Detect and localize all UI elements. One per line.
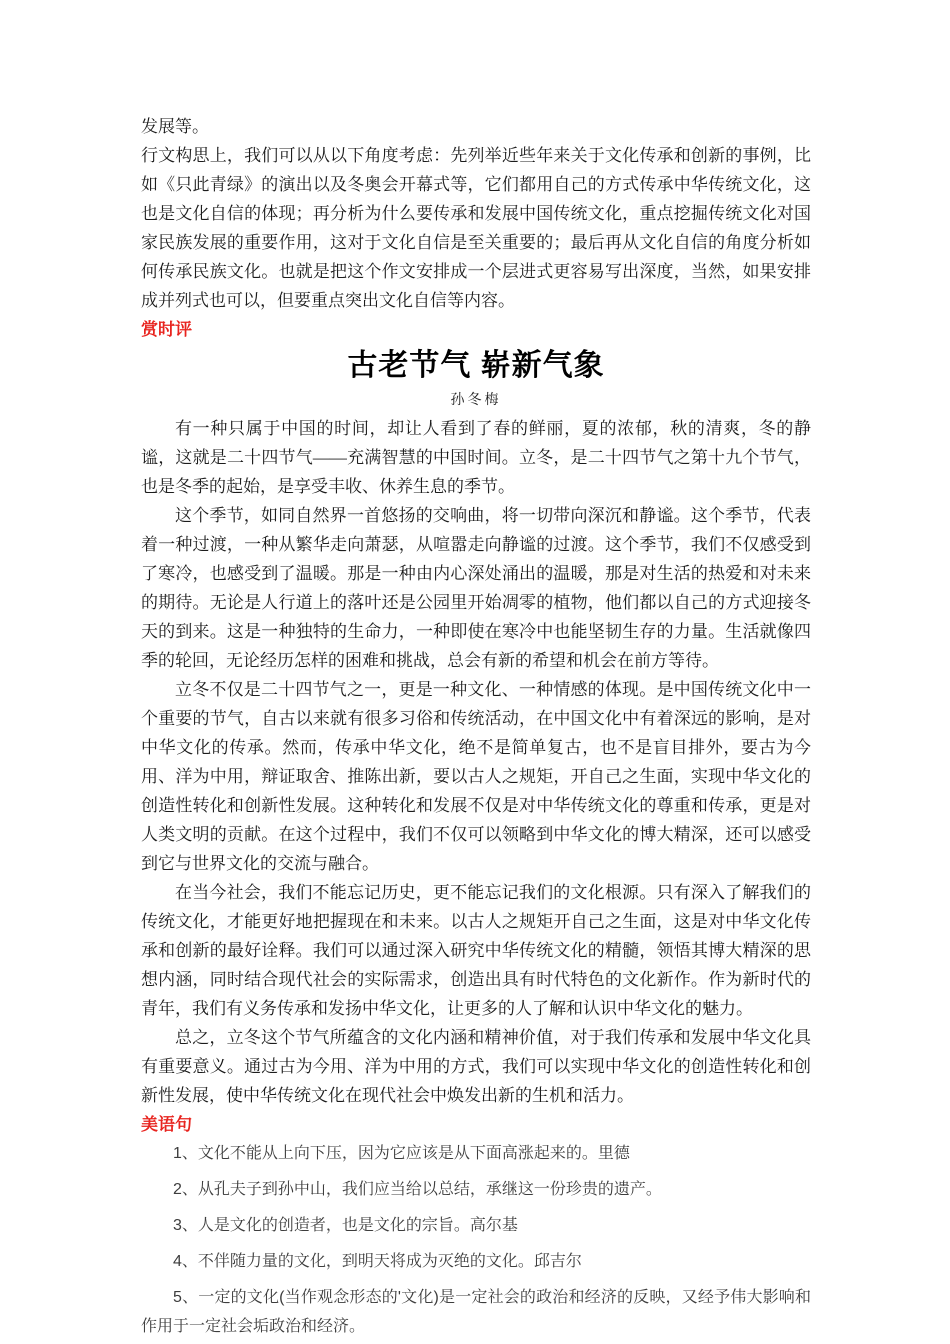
article-body xyxy=(141,414,811,1110)
article-title: 古老节气 崭新气象 xyxy=(347,349,605,382)
quote-item-4: 4、不伴随力量的文化，到明天将成为灭绝的文化。邱吉尔 xyxy=(173,1253,582,1270)
article-author: 孙冬梅 xyxy=(450,393,502,408)
quote-item-3: 3、人是文化的创造者，也是文化的宗旨。高尔基 xyxy=(173,1217,518,1234)
section-header-review: 赏时评 xyxy=(141,320,192,339)
quote-item-2: 2、从孔夫子到孙中山，我们应当给以总结，承继这一份珍贵的遗产。 xyxy=(173,1181,662,1198)
quote-item-5: 5、一定的文化(当作观念形态的'文化)是一定社会的政治和经济的反映，又经予伟大影响和作用于一定社会垢政治和经济。 xyxy=(141,1289,811,1335)
article-paragraph: 有一种只属于中国的时间，却让人看到了春的鲜丽，夏的浓郁，秋的清爽，冬的静谧，这就是二十四节气——充满智慧的中国时间。立冬，是二十四节气之第十九个节气，也是冬季的起始，是享受丰收、休养生息的季节。 xyxy=(141,419,811,496)
intro-tail-line: 发展等。 xyxy=(141,117,209,136)
article-paragraph: 这个季节，如同自然界一首悠扬的交响曲，将一切带向深沉和静谧。这个季节，代表着一种过渡，一种从繁华走向萧瑟，从喧嚣走向静谧的过渡。这个季节，我们不仅感受到了寒冷，也感受到了温暖。那是一种由内心深处涌出的温暖，那是对生活的热爱和对未来的期待。无论是人行道上的落叶还是公园里开始凋零的植物，他们都以自己的方式迎接冬天的到来。这是一种独特的生命力，一种即使在寒冷中也能坚韧生存的力量。生活就像四季的轮回，无论经历怎样的困难和挑战，总会有新的希望和机会在前方等待。 xyxy=(141,506,811,670)
intro-paragraph: 行文构思上，我们可以从以下角度考虑：先列举近些年来关于文化传承和创新的事例，比如《只此青绿》的演出以及冬奥会开幕式等，它们都用自己的方式传承中华传统文化，这也是文化自信的体现；再分析为什么要传承和发展中国传统文化，重点挖掘传统文化对国家民族发展的重要作用，这对于文化自信是至关重要的；最后再从文化自信的角度分析如何传承民族文化。也就是把这个作文安排成一个层进式更容易写出深度，当然，如果安排成并列式也可以，但要重点突出文化自信等内容。 xyxy=(141,146,811,310)
article-paragraph: 立冬不仅是二十四节气之一，更是一种文化、一种情感的体现。是中国传统文化中一个重要的节气，自古以来就有很多习俗和传统活动，在中国文化中有着深远的影响，是对中华文化的传承。然而，传承中华文化，绝不是简单复古，也不是盲目排外，要古为今用、洋为中用，辩证取舍、推陈出新，要以古人之规矩，开自己之生面，实现中华文化的创造性转化和创新性发展。这种转化和发展不仅是对中华传统文化的尊重和传承，更是对人类文明的贡献。在这个过程中，我们不仅可以领略到中华文化的博大精深，还可以感受到它与世界文化的交流与融合。 xyxy=(141,680,811,873)
quote-item-1: 1、文化不能从上向下压，因为它应该是从下面高涨起来的。里德 xyxy=(173,1145,630,1162)
quote-list xyxy=(141,1139,811,1341)
article-paragraph: 在当今社会，我们不能忘记历史，更不能忘记我们的文化根源。只有深入了解我们的传统文化，才能更好地把握现在和未来。以古人之规矩开自己之生面，这是对中华文化传承和创新的最好诠释。我们可以通过深入研究中华传统文化的精髓，领悟其博大精深的思想内涵，同时结合现代社会的实际需求，创造出具有时代特色的文化新作。作为新时代的青年，我们有义务传承和发扬中华文化，让更多的人了解和认识中华文化的魅力。 xyxy=(141,883,811,1018)
section-header-quotes: 美语句 xyxy=(141,1115,192,1134)
article-paragraph: 总之，立冬这个节气所蕴含的文化内涵和精神价值，对于我们传承和发展中华文化具有重要意义。通过古为今用、洋为中用的方式，我们可以实现中华文化的创造性转化和创新性发展，使中华传统文化在现代社会中焕发出新的生机和活力。 xyxy=(141,1028,811,1105)
